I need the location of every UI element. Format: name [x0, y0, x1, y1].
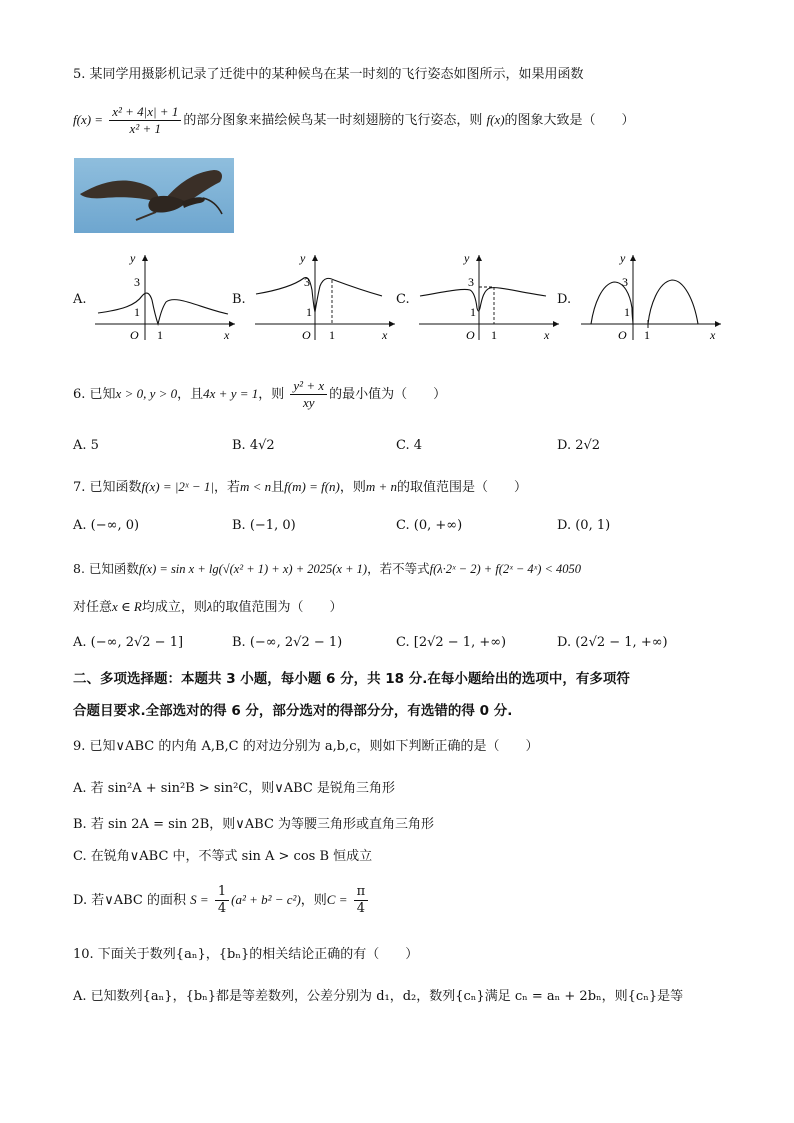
svg-text:y: y: [620, 251, 626, 265]
graph-a-label: A.: [73, 292, 87, 307]
q6-option-a[interactable]: A. 5: [73, 438, 99, 453]
q8-option-c[interactable]: C. [2√2 − 1, +∞): [396, 635, 507, 650]
svg-text:3: 3: [134, 275, 140, 289]
graph-b-label: B.: [232, 292, 246, 307]
q6-fraction: $\frac{\text{y² + x}}{xy}$: [290, 378, 327, 411]
q8-option-d[interactable]: D. (2√2 − 1, +∞): [557, 635, 668, 650]
svg-text:x: x: [382, 328, 388, 342]
q7-stem: 7. 已知函数f(x) = |2ˣ − 1|，若m < n且f(m) = f(n)，则m + n的取值范围是（ ）: [73, 479, 528, 495]
svg-text:O: O: [130, 328, 139, 342]
svg-text:3: 3: [304, 275, 310, 289]
svg-text:x: x: [710, 328, 716, 342]
q7-option-c[interactable]: C. (0, +∞): [396, 518, 463, 533]
section2-heading-line2: 合题目要求.全部选对的得 6 分，部分选对的得部分分，有选错的得 0 分.: [73, 703, 513, 719]
svg-text:1: 1: [491, 328, 497, 342]
svg-text:x: x: [544, 328, 550, 342]
svg-text:1: 1: [306, 305, 312, 319]
q6-option-d[interactable]: D. 2√2: [557, 438, 601, 453]
svg-text:O: O: [466, 328, 475, 342]
q7-option-d[interactable]: D. (0, 1): [557, 518, 611, 533]
q6-stem: 6. 已知x > 0, y > 0，且4x + y = 1，则 $\frac{\text{y² + x}}{xy}$ 的最小值为（ ）: [73, 378, 447, 410]
svg-text:y: y: [464, 251, 470, 265]
q5-line1: 5. 某同学用摄影机记录了迁徙中的某种候鸟在某一时刻的飞行姿态如图所示，如果用函数: [73, 67, 584, 82]
q8-stem: 8. 已知函数f(x) = sin x + lg(√(x² + 1) + x) + 2025(x + 1)，若不等式f(λ·2ˣ − 2) + f(2ˣ − 4ˣ) < 4050: [73, 561, 582, 576]
q9-d-pi-fraction: $\frac{\pi}{4}$: [354, 884, 369, 917]
q9-option-d[interactable]: D. 若∨ABC 的面积 S = $\frac{1}{4}$ (a² + b² − c²)，则C = $\frac{\pi}{4}$: [73, 884, 370, 917]
graph-a-y: y: [130, 251, 136, 265]
svg-text:1: 1: [134, 305, 140, 319]
svg-text:1: 1: [329, 328, 335, 342]
q9-option-b[interactable]: B. 若 sin 2A = sin 2B，则∨ABC 为等腰三角形或直角三角形: [73, 817, 435, 832]
svg-text:1: 1: [644, 328, 650, 342]
svg-text:O: O: [618, 328, 627, 342]
q8-option-b[interactable]: B. (−∞, 2√2 − 1): [232, 635, 343, 650]
svg-text:1: 1: [157, 328, 163, 342]
q5-func-fraction: $\frac{\text{x² + 4|x| + 1}}{\text{x² + 1}}$: [109, 104, 181, 137]
q9-option-a[interactable]: A. 若 sin²A + sin²B > sin²C，则∨ABC 是锐角三角形: [73, 781, 396, 796]
q10-stem: 10. 下面关于数列{aₙ}，{bₙ}的相关结论正确的有（ ）: [73, 947, 419, 962]
q6-option-b[interactable]: B. 4√2: [232, 438, 275, 453]
q5-func-lhs: f(x) =: [73, 112, 104, 127]
svg-text:3: 3: [622, 275, 628, 289]
q9-stem: 9. 已知∨ABC 的内角 A,B,C 的对边分别为 a,b,c，则如下判断正确的是（ ）: [73, 739, 539, 754]
q5-line2: f(x) = $\frac{\text{x² + 4|x| + 1}}{\text{x² + 1}}$ 的部分图象来描绘候鸟某一时刻翅膀的飞行姿态，则 f(x)的图象大致是（ ）: [73, 104, 635, 136]
graph-d-label: D.: [557, 292, 572, 307]
q9-option-c[interactable]: C. 在锐角∨ABC 中，不等式 sin A > cos B 恒成立: [73, 849, 373, 864]
graph-c: [414, 250, 564, 342]
bird-photo: [74, 158, 234, 233]
section2-heading: 二、多项选择题：本题共 3 小题，每小题 6 分，共 18 分.在每小题给出的选项中，有多项符: [73, 671, 630, 687]
q8-stem-line2: 对任意x ∈ R均成立，则λ的取值范围为（ ）: [73, 599, 343, 615]
q8-option-a[interactable]: A. (−∞, 2√2 − 1]: [73, 635, 184, 650]
graph-c-label: C.: [396, 292, 410, 307]
q7-option-b[interactable]: B. (−1, 0): [232, 518, 296, 533]
graph-b: [250, 250, 400, 342]
q6-option-c[interactable]: C. 4: [396, 438, 423, 453]
svg-text:O: O: [302, 328, 311, 342]
svg-text:1: 1: [624, 305, 630, 319]
q10-option-a[interactable]: A. 已知数列{aₙ}，{bₙ}都是等差数列，公差分别为 d₁，d₂，数列{cₙ}满足 cₙ = aₙ + 2bₙ，则{cₙ}是等: [73, 989, 684, 1004]
svg-text:3: 3: [468, 275, 474, 289]
q9-d-fraction: $\frac{1}{4}$: [215, 884, 229, 917]
svg-text:y: y: [300, 251, 306, 265]
graph-d: [576, 250, 726, 342]
svg-text:1: 1: [470, 305, 476, 319]
q7-option-a[interactable]: A. (−∞, 0): [73, 518, 140, 533]
graph-a: [90, 250, 240, 342]
svg-text:x: x: [224, 328, 230, 342]
